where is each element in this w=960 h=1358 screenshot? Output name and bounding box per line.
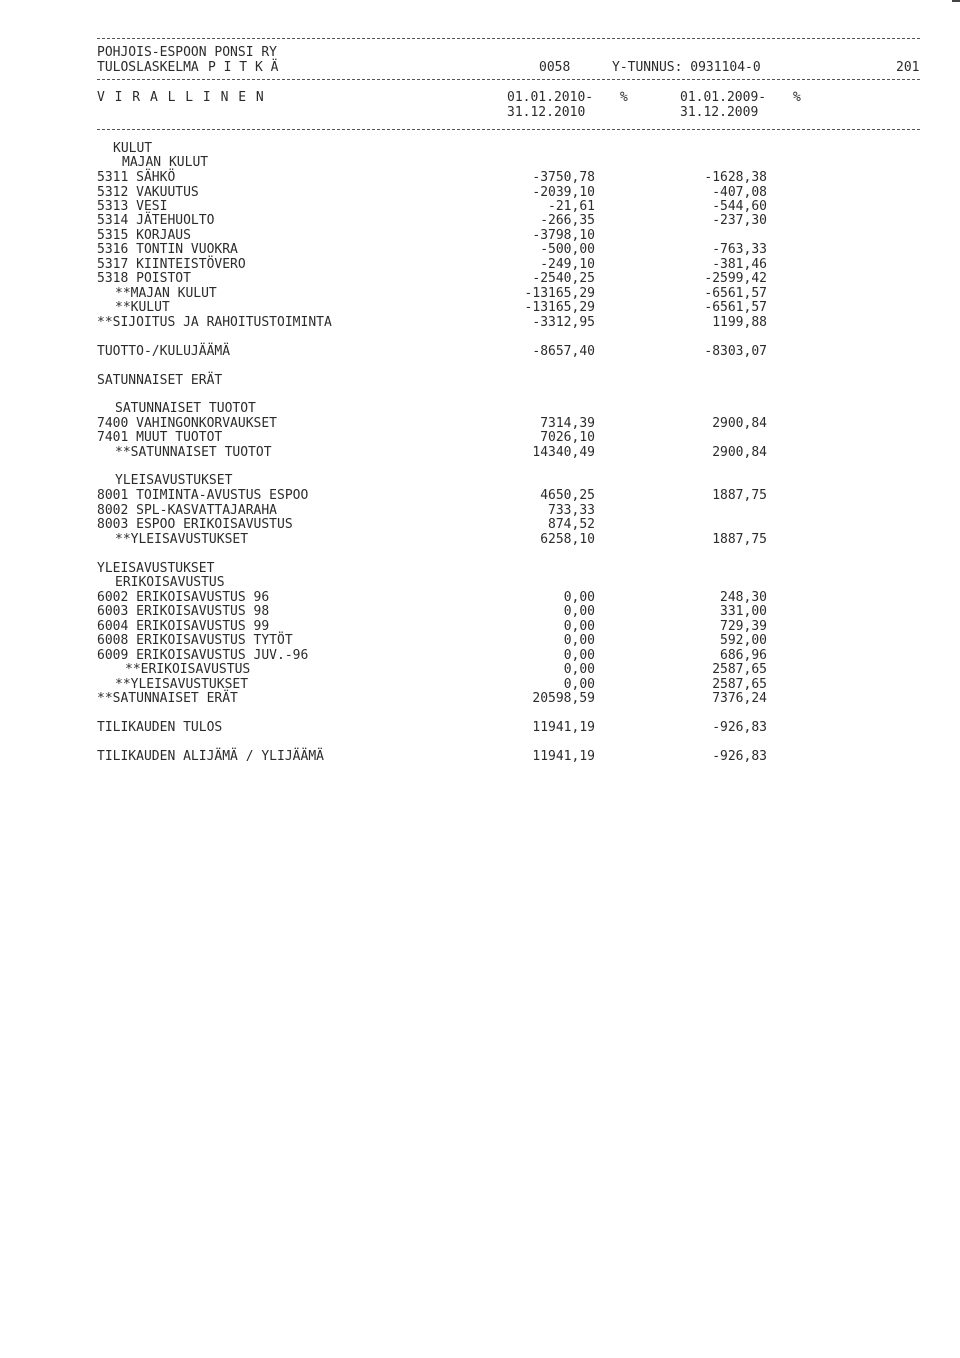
amount-current: -21,61 — [548, 199, 595, 214]
amount-current: 0,00 — [563, 633, 595, 648]
row-label: 5318 POISTOT — [97, 271, 191, 286]
amount-current: -266,35 — [540, 213, 595, 228]
row-label: 6009 ERIKOISAVUSTUS JUV.-96 — [97, 648, 309, 663]
row-label: **YLEISAVUSTUKSET — [115, 677, 249, 692]
amount-previous: 2900,84 — [712, 416, 767, 431]
amount-current: 7314,39 — [540, 416, 595, 431]
amount-previous: 331,00 — [720, 604, 767, 619]
amount-previous: -2599,42 — [704, 271, 767, 286]
amount-previous: 2900,84 — [712, 445, 767, 460]
percent-previous-header: % — [793, 90, 801, 105]
amount-previous: -926,83 — [712, 749, 767, 764]
row-label: 6004 ERIKOISAVUSTUS 99 — [97, 619, 270, 634]
period-current-end: 31.12.2010 — [507, 105, 586, 120]
row-label: **SIJOITUS JA RAHOITUSTOIMINTA — [97, 315, 332, 330]
amount-current: 733,33 — [548, 503, 595, 518]
amount-current: -3798,10 — [532, 228, 595, 243]
period-previous-start: 01.01.2009- — [680, 90, 767, 105]
row-label: TUOTTO-/KULUJÄÄMÄ — [97, 344, 231, 359]
row-label: TILIKAUDEN ALIJÄMÄ / YLIJÄÄMÄ — [97, 749, 324, 764]
row-label: **MAJAN KULUT — [115, 286, 217, 301]
amount-current: 0,00 — [563, 619, 595, 634]
amount-previous: 729,39 — [720, 619, 767, 634]
row-label: 5317 KIINTEISTÖVERO — [97, 257, 246, 272]
organization-name: POHJOIS-ESPOON PONSI RY — [97, 45, 278, 60]
amount-previous: -763,33 — [712, 242, 767, 257]
amount-current: 0,00 — [563, 648, 595, 663]
row-label: 7400 VAHINGONKORVAUKSET — [97, 416, 278, 431]
row-label: SATUNNAISET ERÄT — [97, 373, 223, 388]
amount-current: 0,00 — [563, 677, 595, 692]
row-label: TILIKAUDEN TULOS — [97, 720, 223, 735]
amount-current: -500,00 — [540, 242, 595, 257]
amount-current: 0,00 — [563, 590, 595, 605]
amount-previous: -237,30 — [712, 213, 767, 228]
row-label: **KULUT — [115, 300, 170, 315]
row-label: MAJAN KULUT — [122, 155, 209, 170]
row-label: 8001 TOIMINTA-AVUSTUS ESPOO — [97, 488, 309, 503]
row-label: 6008 ERIKOISAVUSTUS TYTÖT — [97, 633, 293, 648]
amount-previous: -6561,57 — [704, 286, 767, 301]
header-top-rule — [97, 38, 920, 39]
row-label: **ERIKOISAVUSTUS — [125, 662, 251, 677]
amount-previous: 592,00 — [720, 633, 767, 648]
amount-current: 7026,10 — [540, 430, 595, 445]
report-variant: P I T K Ä — [208, 60, 279, 75]
report-code: 0058 — [539, 60, 571, 75]
amount-current: 20598,59 — [532, 691, 595, 706]
amount-previous: -8303,07 — [704, 344, 767, 359]
header-middle-rule — [97, 79, 920, 80]
amount-previous: 1887,75 — [712, 532, 767, 547]
amount-previous: -926,83 — [712, 720, 767, 735]
amount-previous: 1199,88 — [712, 315, 767, 330]
row-label: 5311 SÄHKÖ — [97, 170, 176, 185]
row-label: 5316 TONTIN VUOKRA — [97, 242, 238, 257]
row-label: 6002 ERIKOISAVUSTUS 96 — [97, 590, 270, 605]
amount-current: -3312,95 — [532, 315, 595, 330]
amount-current: -2039,10 — [532, 185, 595, 200]
row-label: 5315 KORJAUS — [97, 228, 191, 243]
amount-previous: -407,08 — [712, 185, 767, 200]
row-label: 8002 SPL-KASVATTAJARAHA — [97, 503, 278, 518]
row-label: 6003 ERIKOISAVUSTUS 98 — [97, 604, 270, 619]
row-label: 8003 ESPOO ERIKOISAVUSTUS — [97, 517, 293, 532]
header-bottom-rule — [97, 129, 920, 130]
amount-previous: 686,96 — [720, 648, 767, 663]
amount-current: -8657,40 — [532, 344, 595, 359]
row-label: 5313 VESI — [97, 199, 168, 214]
amount-current: 874,52 — [548, 517, 595, 532]
amount-current: 11941,19 — [532, 720, 595, 735]
amount-current: 0,00 — [563, 662, 595, 677]
amount-current: 0,00 — [563, 604, 595, 619]
row-label: 5312 VAKUUTUS — [97, 185, 199, 200]
row-label: SATUNNAISET TUOTOT — [115, 401, 256, 416]
row-label: ERIKOISAVUSTUS — [115, 575, 225, 590]
period-current-start: 01.01.2010- — [507, 90, 594, 105]
report-title: TULOSLASKELMA — [97, 60, 199, 75]
business-id: Y-TUNNUS: 0931104-0 — [612, 60, 761, 75]
official-label: V I R A L L I N E N — [97, 90, 265, 105]
amount-current: -13165,29 — [524, 300, 595, 315]
amount-previous: -1628,38 — [704, 170, 767, 185]
amount-current: -249,10 — [540, 257, 595, 272]
page-number: 201 — [896, 60, 920, 75]
period-previous-end: 31.12.2009 — [680, 105, 759, 120]
amount-previous: 7376,24 — [712, 691, 767, 706]
amount-current: 14340,49 — [532, 445, 595, 460]
percent-current-header: % — [620, 90, 628, 105]
row-label: 5314 JÄTEHUOLTO — [97, 213, 215, 228]
page-edge-mark — [952, 0, 960, 2]
row-label: KULUT — [113, 141, 153, 156]
row-label: 7401 MUUT TUOTOT — [97, 430, 223, 445]
amount-current: 6258,10 — [540, 532, 595, 547]
amount-previous: 2587,65 — [712, 677, 767, 692]
amount-previous: 1887,75 — [712, 488, 767, 503]
row-label: **YLEISAVUSTUKSET — [115, 532, 249, 547]
amount-current: -13165,29 — [524, 286, 595, 301]
amount-previous: 248,30 — [720, 590, 767, 605]
amount-previous: -381,46 — [712, 257, 767, 272]
amount-current: 11941,19 — [532, 749, 595, 764]
row-label: YLEISAVUSTUKSET — [97, 561, 215, 576]
amount-previous: 2587,65 — [712, 662, 767, 677]
amount-current: 4650,25 — [540, 488, 595, 503]
amount-previous: -544,60 — [712, 199, 767, 214]
row-label: YLEISAVUSTUKSET — [115, 473, 233, 488]
amount-previous: -6561,57 — [704, 300, 767, 315]
row-label: **SATUNNAISET TUOTOT — [115, 445, 272, 460]
amount-current: -3750,78 — [532, 170, 595, 185]
row-label: **SATUNNAISET ERÄT — [97, 691, 238, 706]
amount-current: -2540,25 — [532, 271, 595, 286]
